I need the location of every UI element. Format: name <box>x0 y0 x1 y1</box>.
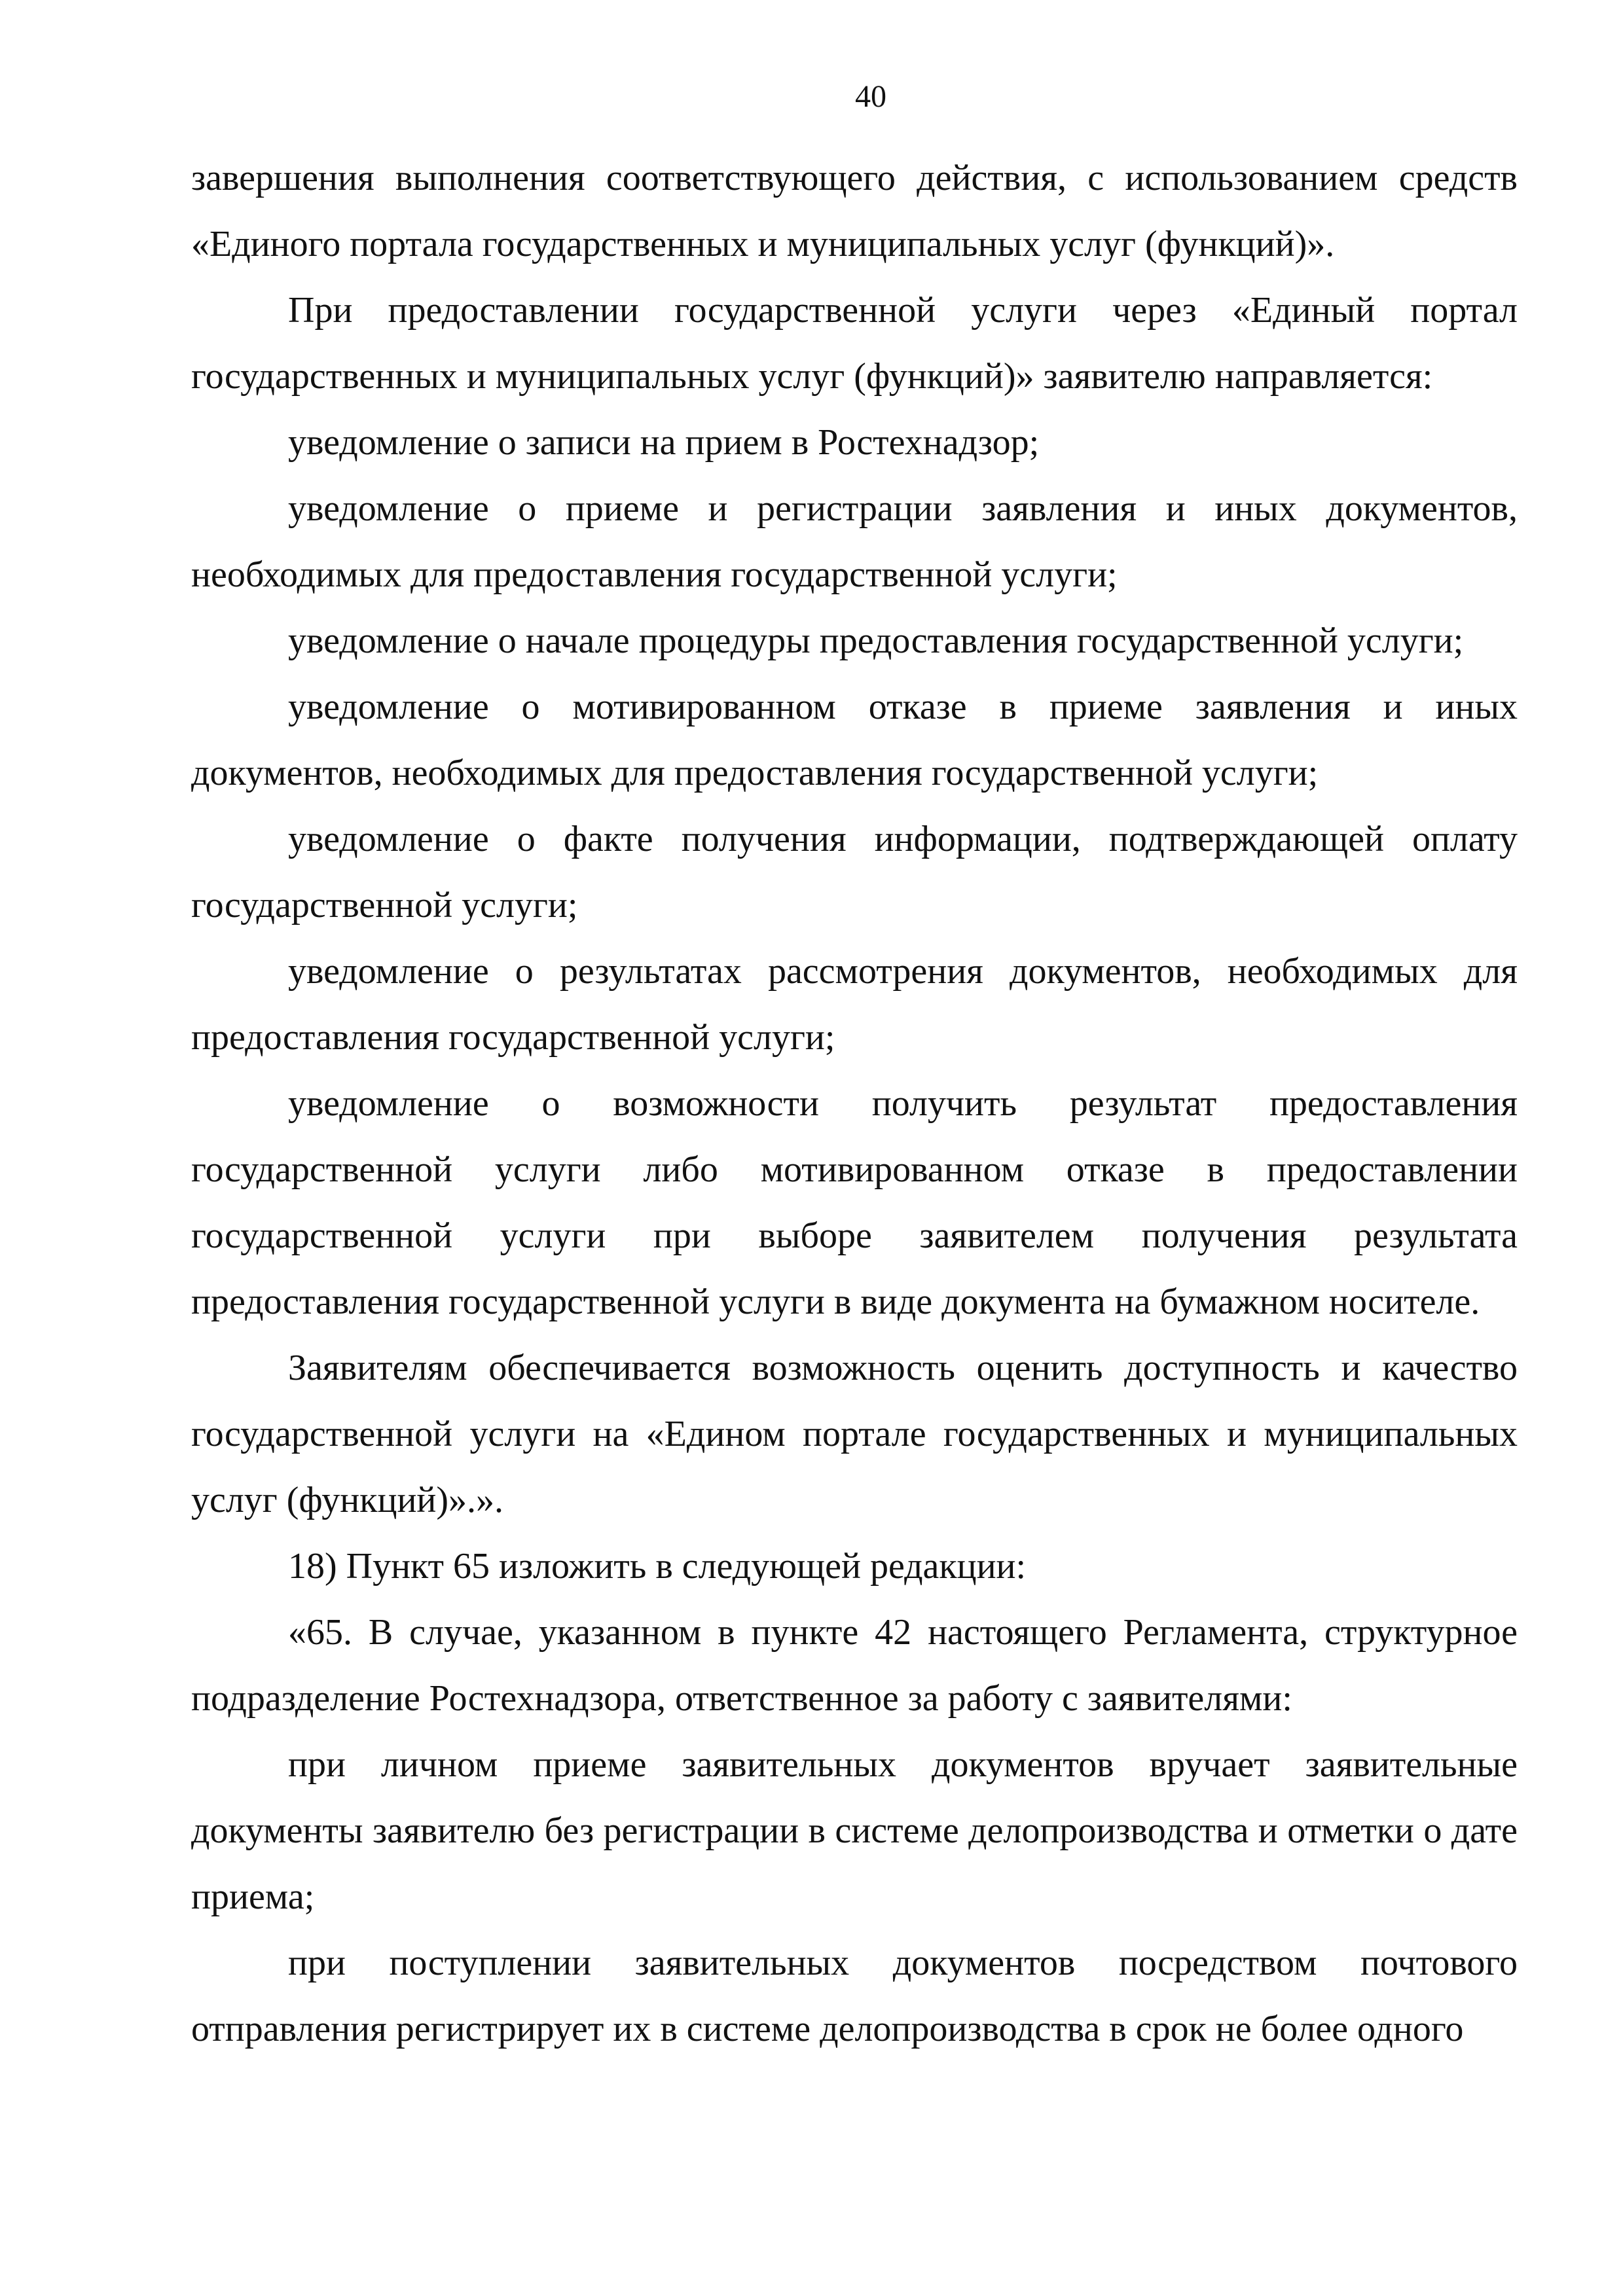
paragraph-notification-payment: уведомление о факте получения информации, подтверждающей оплату государственной услуги; <box>191 819 1518 925</box>
page-number: 40 <box>855 79 886 114</box>
paragraph-notification-review-results: уведомление о результатах рассмотрения документов, необходимых для предоставления государственной услуги; <box>191 951 1518 1058</box>
paragraph-notification-result-ready: уведомление о возможности получить результат предоставления государственной услуги либо мотивированном отказе в предоставлении государственной услуги при выборе заявителем получения результата предоставления государственной услуги в виде документа на бумажном носителе. <box>191 1083 1518 1322</box>
paragraph-postal-receipt: при поступлении заявительных документов посредством почтового отправления регистрирует их в системе делопроизводства в срок не более одного <box>191 1943 1518 2049</box>
paragraph-item-18: 18) Пункт 65 изложить в следующей редакции: <box>288 1546 1027 1587</box>
paragraph-notification-registration: уведомление о приеме и регистрации заявления и иных документов, необходимых для предоставления государственной услуги; <box>191 488 1518 595</box>
paragraph-quality-assessment: Заявителям обеспечивается возможность оценить доступность и качество государственной услуги на «Едином портале государственных и муниципальных услуг (функций)».». <box>191 1348 1518 1520</box>
paragraph-notifications-intro: При предоставлении государственной услуги через «Единый портал государственных и муниципальных услуг (функций)» заявителю направляется: <box>191 290 1518 397</box>
paragraph-continuation: завершения выполнения соответствующего действия, с использованием средств «Единого портала государственных и муниципальных услуг (функций)». <box>191 158 1518 264</box>
paragraph-notification-procedure-start: уведомление о начале процедуры предоставления государственной услуги; <box>288 620 1464 661</box>
paragraph-notification-refusal: уведомление о мотивированном отказе в приеме заявления и иных документов, необходимых для предоставления государственной услуги; <box>191 687 1518 793</box>
paragraph-personal-reception: при личном приеме заявительных документов вручает заявительные документы заявителю без регистрации в системе делопроизводства и отметки о дате приема; <box>191 1744 1518 1917</box>
document-body <box>191 145 1518 2062</box>
paragraph-item-65: «65. В случае, указанном в пункте 42 настоящего Регламента, структурное подразделение Ростехнадзора, ответственное за работу с заявителями: <box>191 1612 1518 1719</box>
paragraph-notification-appointment: уведомление о записи на прием в Ростехнадзор; <box>288 422 1040 463</box>
